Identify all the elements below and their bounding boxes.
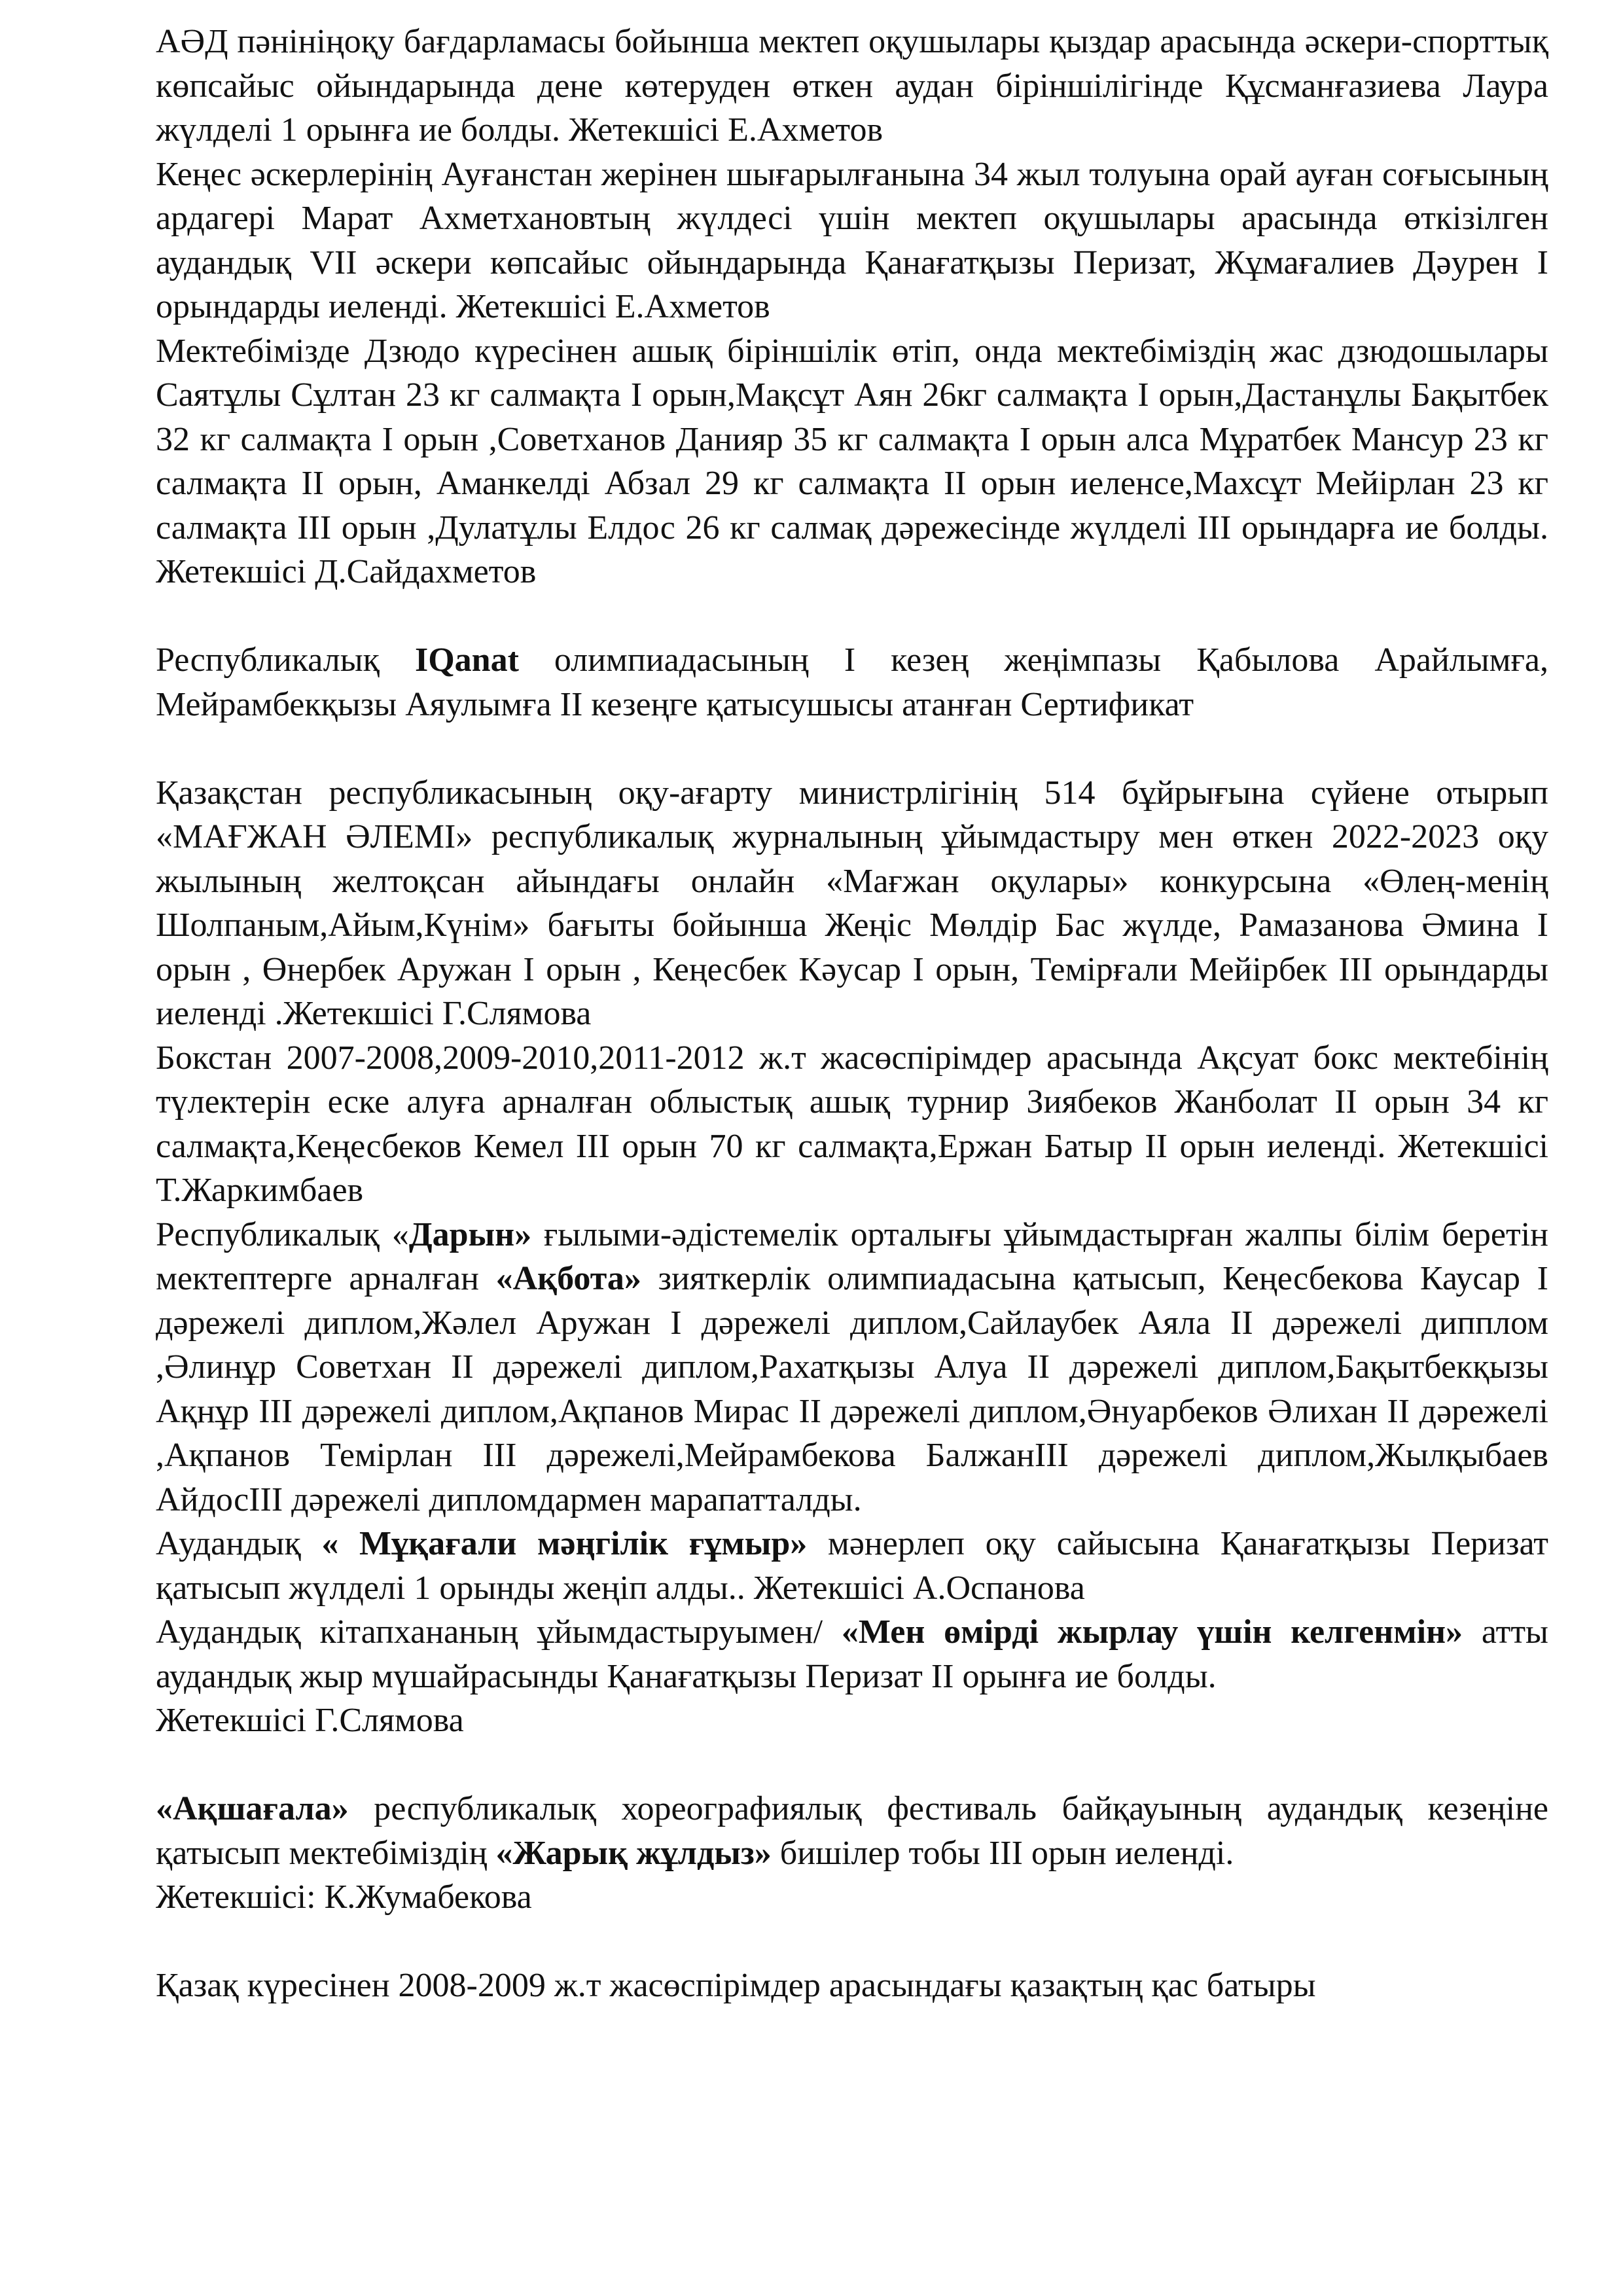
paragraph [156, 1213, 1548, 1522]
paragraph [156, 20, 1548, 152]
paragraph [156, 1610, 1548, 1698]
text-run: мәнерлеп оқу сайысына Қанағатқызы Перизат қатысып жүлделі 1 орынды жеңіп алды.. Жетекшісі А.Оспанова [156, 1525, 1548, 1607]
bold-text-run: Дарын» [408, 1215, 532, 1253]
text-run: Бокстан 2007-2008,2009-2010,2011-2012 ж.т жасөспірімдер арасында Ақсуат бокс мектебінің түлектерін еске алуға арналған облыстық ашық турнир Зиябеков Жанболат ІІ орын 34 кг салмақта,Кеңесбеков Кемел ІІІ орын 70 кг салмақта,Ержан Батыр ІІ орын иеленді. Жетекшісі Т.Жаркимбаев [156, 1039, 1548, 1209]
bold-text-run: «Ақбота» [495, 1260, 641, 1297]
text-run: Қазақ күресінен 2008-2009 ж.т жасөспірімдер арасындағы қазақтың қас батыры [156, 1967, 1316, 2004]
text-run: Мектебімізде Дзюдо күресінен ашық біріншілік өтіп, онда мектебіміздің жас дзюдошылары Саятұлы Сұлтан 23 кг салмақта І орын,Мақсұт Аян 26кг салмақта І орын,Дастанұлы Бақытбек 32 кг салмақта І орын ,Советханов Данияр 35 кг салмақта І орын алса Мұратбек Мансур 23 кг салмақта ІІ орын, Аманкелді Абзал 29 кг салмақта ІІ орын иеленсе,Махсұт Мейірлан 23 кг салмақта ІІІ орын ,Дулатұлы Елдос 26 кг салмақ дәрежесінде жүлделі ІІІ орындарға ие болды. Жетекшісі Д.Сайдахметов [156, 332, 1548, 590]
paragraph [156, 1787, 1548, 1875]
bold-text-run: «Жарық жұлдыз» [495, 1834, 772, 1872]
text-run: ғылыми-әдістемелік орталығы ұйымдастырған жалпы білім беретін мектептерге арналған [156, 1215, 1548, 1297]
text-run: Республикалық [156, 641, 415, 679]
paragraph [156, 152, 1548, 329]
bold-text-run: IQanat [414, 641, 519, 679]
text-run: бишілер тобы ІІІ орын иеленді. [771, 1834, 1234, 1872]
text-run: Кеңес әскерлерінің Ауғанстан жерінен шығарылғанына 34 жыл толуына орай ауған соғысының ардагері Марат Ахметхановтың жүлдесі үшін мектеп оқушылары арасында өткізілген аудандық VII әскери көпсайыс ойындарында Қанағатқызы Перизат, Жұмағалиев Дәурен І орындарды иеленді. Жетекшісі Е.Ахметов [156, 155, 1548, 325]
paragraph [156, 1036, 1548, 1213]
paragraph [156, 1875, 1548, 1920]
paragraph [156, 1964, 1548, 2008]
blank-line [156, 594, 1548, 639]
text-run: Республикалық « [156, 1215, 409, 1253]
text-run: Аудандық [156, 1525, 322, 1562]
text-run: республикалық хореографиялық фестиваль байқауының аудандық кезеңіне қатысып мектебіміздің [156, 1790, 1548, 1872]
blank-line [156, 1743, 1548, 1787]
paragraph [156, 1522, 1548, 1610]
text-run: Қазақстан республикасының оқу-ағарту министрлігінің 514 бұйрығына сүйене отырып «МАҒЖАН ӘЛЕМІ» республикалық журналының ұйымдастыру мен өткен 2022-2023 оқу жылының желтоқсан айындағы онлайн «Мағжан оқулары» конкурсына «Өлең-менің Шолпаным,Айым,Күнім» бағыты бойынша Жеңіс Мөлдір Бас жүлде, Рамазанова Әмина І орын , Өнербек Аружан І орын , Кеңесбек Кәусар І орын, Темірғали Мейірбек ІІІ орындарды иеленді .Жетекшісі Г.Слямова [156, 774, 1548, 1032]
text-run: Жетекшісі Г.Слямова [156, 1702, 464, 1739]
paragraph [156, 329, 1548, 594]
text-run: атты аудандық жыр мүшайрасынды Қанағатқызы Перизат ІІ орынға ие болды. [156, 1613, 1548, 1695]
paragraph [156, 638, 1548, 726]
bold-text-run: «Ақшағала» [156, 1790, 349, 1827]
text-run: Аудандық кітапхананың ұйымдастыруымен/ [156, 1613, 842, 1651]
blank-line [156, 726, 1548, 771]
paragraph [156, 1698, 1548, 1743]
bold-text-run: «Мен өмірді жырлау үшін келгенмін» [841, 1613, 1463, 1651]
text-run: зияткерлік олимпиадасына қатысып, Кеңесбекова Каусар І дәрежелі диплом,Жәлел Аружан І дәрежелі диплом,Сайлаубек Аяла ІІ дәрежелі дипплом ,Әлинұр Советхан ІІ дәрежелі диплом,Рахатқызы Алуа ІІ дәрежелі диплом,Бақытбекқызы Ақнұр ІІІ дәрежелі диплом,Ақпанов Мирас ІІ дәрежелі диплом,Әнуарбеков Әлихан ІІ дәрежелі ,Ақпанов Темірлан ІІІ дәрежелі,Мейрамбекова БалжанІІІ дәрежелі диплом,Жылқыбаев АйдосІІІ дәрежелі дипломдармен марапатталды. [156, 1260, 1548, 1518]
document-page [156, 20, 1548, 2008]
bold-text-run: « Мұқағали мәңгілік ғұмыр» [321, 1525, 808, 1562]
blank-line [156, 1920, 1548, 1964]
text-run: Жетекшісі: К.Жумабекова [156, 1878, 532, 1916]
text-run: олимпиадасының І кезең жеңімпазы Қабылова Арайлымға, Мейрамбекқызы Аяулымға ІІ кезеңге қатысушысы атанған Сертификат [156, 641, 1548, 723]
text-run: АӘД пәнініңоқу бағдарламасы бойынша мектеп оқушылары қыздар арасында әскери-спорттық көпсайыс ойындарында дене көтеруден өткен аудан біріншілігінде Құсманғазиева Лаура жүлделі 1 орынға ие болды. Жетекшісі Е.Ахметов [156, 23, 1548, 149]
paragraph [156, 771, 1548, 1036]
